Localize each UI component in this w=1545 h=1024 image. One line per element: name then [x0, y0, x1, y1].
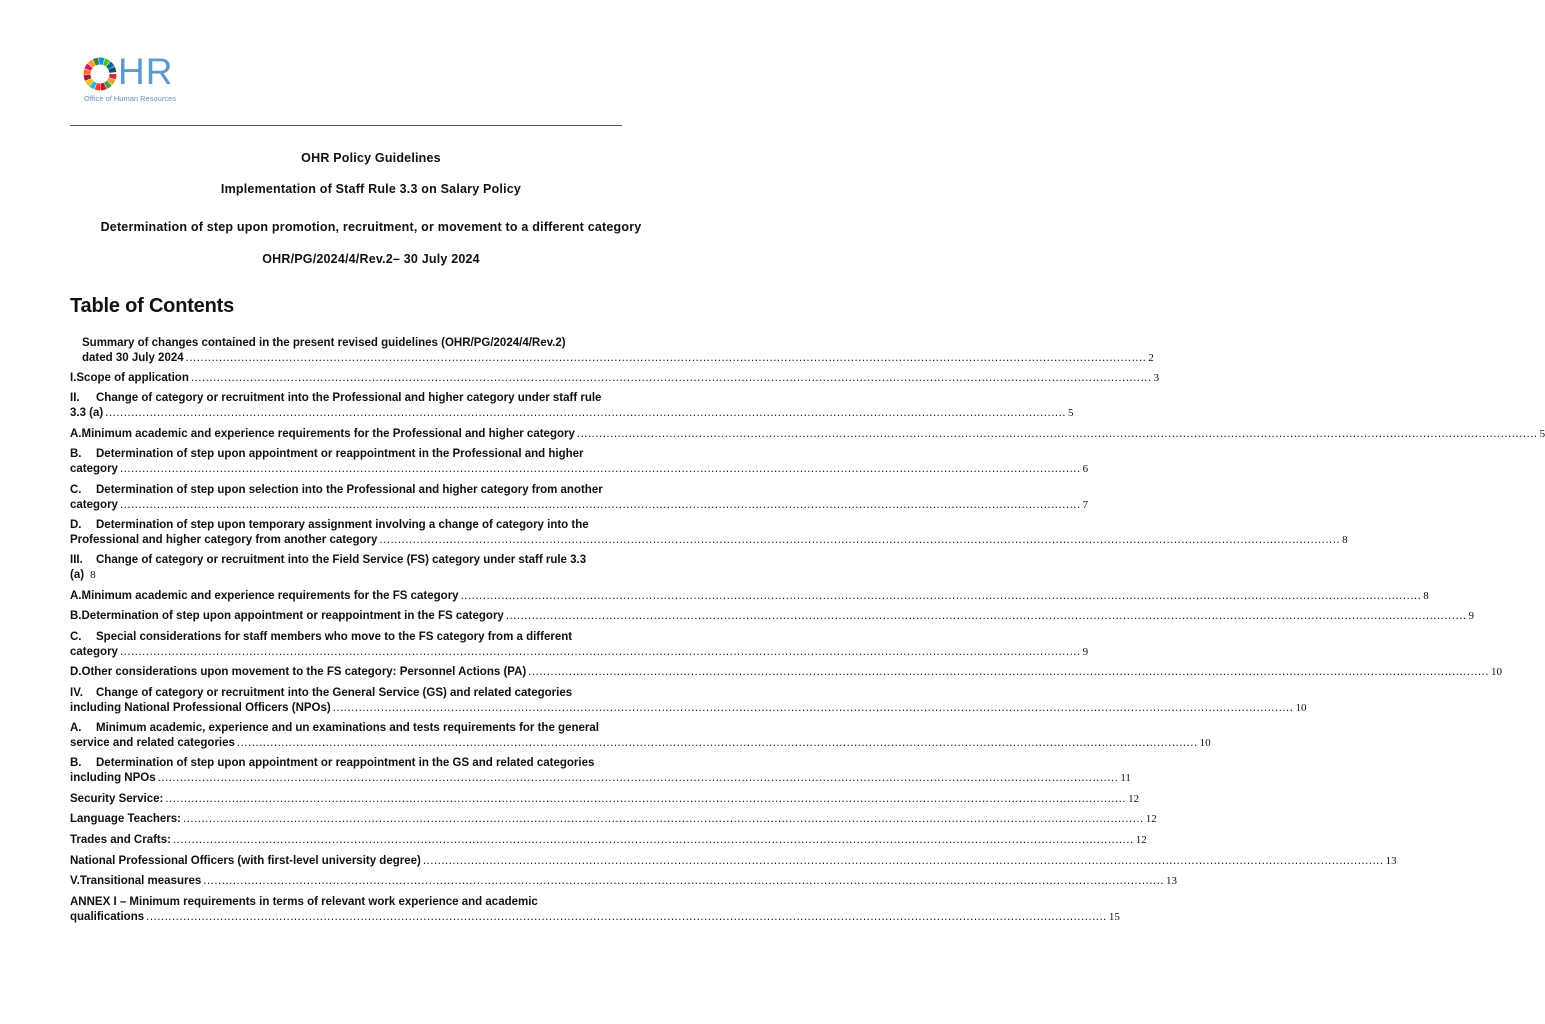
toc-entry-title: Change of category or recruitment into the Field Service (FS) category under staff rule 3.3	[96, 554, 587, 566]
toc-entry-title: Determination of step upon appointment or reappointment in the Professional and higher	[96, 448, 584, 460]
toc-entry[interactable]	[70, 609, 1475, 624]
toc-entry[interactable]	[70, 589, 1429, 604]
toc-entry-title: Summary of changes contained in the present revised guidelines (OHR/PG/2024/4/Rev.2)	[82, 337, 566, 349]
toc-entry-number: B.	[70, 757, 82, 769]
toc-entry-title-cont: qualifications	[70, 911, 145, 923]
toc-entry-page: 5	[1539, 428, 1545, 440]
toc-entry-title: National Professional Officers (with first-level university degree)	[70, 855, 421, 867]
dot-leader: ....................................................................................................................................................................................................................................................................	[460, 590, 1422, 602]
header-divider	[70, 125, 622, 126]
toc-entry-title: Language Teachers:	[70, 813, 181, 825]
dot-leader: ....................................................................................................................................................................................................................................................................	[528, 666, 1489, 678]
toc-entry-page: 12	[1128, 793, 1140, 805]
toc-entry-page: 3	[1153, 372, 1160, 384]
toc-entry-page: 8	[1423, 590, 1429, 602]
toc-entry-title-cont: service and related categories	[70, 737, 235, 749]
toc-entry-page: 10	[1199, 737, 1211, 749]
dot-leader: ....................................................................................................................................................................................................................................................................	[505, 610, 1467, 622]
toc-entry-number: I.	[70, 372, 77, 384]
toc-entry-page: 15	[1108, 911, 1120, 923]
toc-entry-number: D.	[70, 519, 82, 531]
logo-text: HR	[118, 51, 174, 92]
dot-leader: ....................................................................................................................................................................................................................................................................	[146, 911, 1107, 923]
toc-entry-title-cont: Professional and higher category from another category	[70, 534, 378, 546]
toc-entry[interactable]	[70, 721, 1211, 751]
toc-entry-title: Change of category or recruitment into the General Service (GS) and related categories	[96, 687, 573, 699]
toc-entry-page: 2	[1148, 352, 1154, 364]
toc-entry[interactable]	[70, 371, 1160, 386]
toc-entry[interactable]	[70, 427, 1545, 442]
toc-entry-number: C.	[70, 631, 82, 643]
dot-leader: ....................................................................................................................................................................................................................................................................	[185, 352, 1147, 364]
dot-leader: ....................................................................................................................................................................................................................................................................	[119, 646, 1081, 658]
toc-entry-title-cont: including NPOs	[70, 772, 156, 784]
dot-leader: ....................................................................................................................................................................................................................................................................	[203, 875, 1164, 887]
toc-entry-number: B.	[70, 448, 82, 460]
toc-entry-title: Determination of step upon appointment or reappointment in the FS category	[81, 610, 504, 622]
dot-leader: ....................................................................................................................................................................................................................................................................	[119, 463, 1081, 475]
toc-entry-page: 8	[90, 569, 96, 581]
toc-entry-number: III.	[70, 554, 83, 566]
toc-entry-title: Minimum academic and experience requirements for the FS category	[81, 590, 459, 602]
toc-entry-page: 10	[1295, 702, 1307, 714]
toc-entry-page: 5	[1067, 407, 1074, 419]
toc-entry-page: 12	[1135, 834, 1147, 846]
toc-entry-title-cont: category	[70, 646, 118, 658]
toc-entry[interactable]	[70, 854, 1397, 869]
toc-entry[interactable]	[70, 447, 1089, 477]
doc-reference: OHR/PG/2024/4/Rev.2– 30 July 2024	[262, 252, 480, 266]
toc-entry-title-cont: dated 30 July 2024	[82, 352, 184, 364]
toc-entry-title-cont: including National Professional Officers (NPOs)	[70, 702, 331, 714]
toc-entry-title: Determination of step upon temporary assignment involving a change of category into the	[96, 519, 589, 531]
toc-entry[interactable]	[70, 686, 1307, 716]
dot-leader: ....................................................................................................................................................................................................................................................................	[119, 499, 1081, 511]
toc-entry-title-cont: category	[70, 499, 118, 511]
dot-leader: ....................................................................................................................................................................................................................................................................	[165, 793, 1127, 805]
toc-entry-page: 12	[1145, 813, 1157, 825]
toc-entry-page: 6	[1082, 463, 1089, 475]
toc-entry[interactable]	[70, 792, 1140, 807]
toc-entry-title: Determination of step upon appointment or reappointment in the GS and related categories	[96, 757, 595, 769]
doc-subject: Implementation of Staff Rule 3.3 on Salary Policy	[220, 182, 522, 196]
dot-leader: ....................................................................................................................................................................................................................................................................	[183, 813, 1144, 825]
toc-entry[interactable]	[70, 630, 1089, 660]
toc-entry-title-cont: 3.3 (a)	[70, 407, 104, 419]
toc-entry-title: Transitional measures	[79, 875, 202, 887]
toc-entry[interactable]	[70, 553, 671, 583]
toc-entry[interactable]	[70, 483, 1089, 513]
toc-entry-page: 10	[1490, 666, 1502, 678]
toc-entry[interactable]	[70, 756, 1131, 786]
toc-entry-number: A.	[70, 722, 82, 734]
dot-leader: ....................................................................................................................................................................................................................................................................	[105, 407, 1066, 419]
toc-entry-number: D.	[70, 666, 82, 678]
toc-entry[interactable]	[70, 391, 1074, 421]
toc-entry-title: Other considerations upon movement to the FS category: Personnel Actions (PA)	[81, 666, 527, 678]
toc-entry-page: 13	[1165, 875, 1177, 887]
doc-title: Determination of step upon promotion, recruitment, or movement to a different category	[100, 220, 642, 234]
ohr-logo	[82, 51, 202, 106]
toc-entry[interactable]	[70, 874, 1177, 889]
dot-leader: ....................................................................................................................................................................................................................................................................	[190, 372, 1152, 384]
toc-heading: Table of Contents	[70, 295, 235, 317]
logo-subtitle: Office of Human Resources	[84, 94, 176, 103]
toc-entry-title: Security Service:	[70, 793, 164, 805]
toc-entry[interactable]	[70, 812, 1157, 827]
toc-entry-page: 7	[1082, 499, 1089, 511]
doc-series-title: OHR Policy Guidelines	[301, 151, 441, 165]
toc-entry[interactable]	[70, 518, 1348, 548]
toc-entry[interactable]	[70, 895, 1120, 925]
toc-entry-title: Scope of application	[76, 372, 189, 384]
dot-leader: ....................................................................................................................................................................................................................................................................	[172, 834, 1134, 846]
toc-entry-title: Change of category or recruitment into the Professional and higher category under staff rule	[96, 392, 602, 404]
dot-leader: ....................................................................................................................................................................................................................................................................	[236, 737, 1198, 749]
toc-entry[interactable]	[82, 336, 1154, 366]
toc-entry-title: ANNEX I – Minimum requirements in terms of relevant work experience and academic	[70, 896, 538, 908]
toc-entry[interactable]	[70, 833, 1147, 848]
dot-leader: ....................................................................................................................................................................................................................................................................	[422, 855, 1384, 867]
toc-entry-number: C.	[70, 484, 82, 496]
dot-leader: ....................................................................................................................................................................................................................................................................	[157, 772, 1119, 784]
toc-entry-title: Determination of step upon selection into the Professional and higher category from another	[96, 484, 603, 496]
toc-entry-title: Special considerations for staff members who move to the FS category from a different	[96, 631, 573, 643]
toc-entry-number: V.	[70, 875, 80, 887]
toc-entry-page: 9	[1468, 610, 1475, 622]
toc-entry-number: A.	[70, 428, 82, 440]
sdg-wheel-icon	[82, 56, 118, 92]
toc-entry-page: 9	[1082, 646, 1089, 658]
toc-entry-page: 8	[1342, 534, 1348, 546]
dot-leader: ....................................................................................................................................................................................................................................................................	[379, 534, 1341, 546]
toc-entry-page: 13	[1385, 855, 1397, 867]
dot-leader: ....................................................................................................................................................................................................................................................................	[332, 702, 1294, 714]
toc-entry-number: B.	[70, 610, 82, 622]
toc-entry-number: IV.	[70, 687, 84, 699]
toc-entry-number: A.	[70, 590, 82, 602]
toc-entry-page: 11	[1120, 772, 1131, 784]
toc-entry-title: Trades and Crafts:	[70, 834, 171, 846]
toc-entry-title: Minimum academic, experience and un examinations and tests requirements for the general	[96, 722, 599, 734]
toc-entry-number: II.	[70, 392, 80, 404]
dot-leader: ....................................................................................................................................................................................................................................................................	[576, 428, 1538, 440]
toc-entry-title: Minimum academic and experience requirements for the Professional and higher category	[81, 428, 575, 440]
toc-entry[interactable]	[70, 665, 1502, 680]
toc-entry-title-cont: (a)	[70, 569, 85, 581]
toc-entry-title-cont: category	[70, 463, 118, 475]
